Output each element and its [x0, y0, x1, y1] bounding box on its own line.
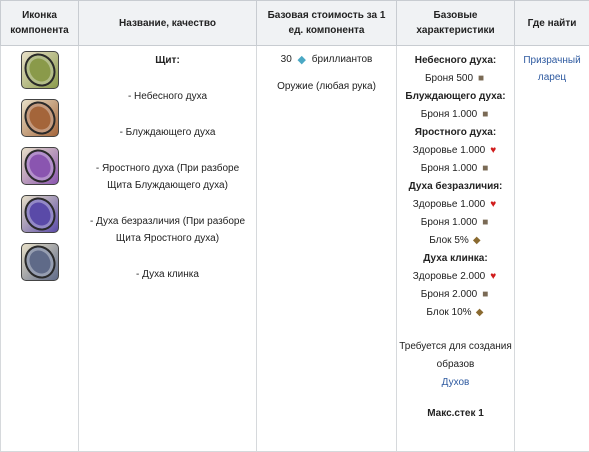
cost-amount: 30: [281, 52, 292, 68]
shield-icon: [18, 48, 61, 92]
block-shield-icon: ◆: [472, 236, 482, 246]
cost-currency: бриллиантов: [312, 52, 373, 68]
max-stack: Макс.стек 1: [397, 405, 514, 423]
block-shield-icon: ◆: [475, 308, 485, 318]
header-name: Название, качество: [79, 1, 257, 46]
where-cell: [515, 46, 589, 452]
stats-heading: Духа клинка:: [397, 250, 514, 268]
stats-heading: Духа безразличия:: [397, 178, 514, 196]
shield-icon-1[interactable]: [21, 51, 59, 89]
stat-health: Здоровье 2.000 ♥: [397, 268, 514, 286]
shield-icon: [18, 192, 61, 236]
armor-icon: ■: [480, 164, 490, 174]
stats-heading: Небесного духа:: [397, 52, 514, 70]
shield-icon-2[interactable]: [21, 99, 59, 137]
armor-icon: ■: [480, 290, 490, 300]
armor-icon: ■: [476, 74, 486, 84]
stat-armor: Броня 1.000 ■: [397, 160, 514, 178]
header-row: [1, 1, 589, 46]
cost-weapon: Оружие (любая рука): [257, 79, 396, 95]
header-where: Где найти: [515, 1, 589, 46]
shield-icon-5[interactable]: [21, 243, 59, 281]
name-item: - Небесного духа: [79, 88, 256, 105]
stats-heading: Блуждающего духа:: [397, 88, 514, 106]
stat-armor: Броня 1.000 ■: [397, 214, 514, 232]
spirits-link[interactable]: Духов: [397, 374, 514, 392]
diamond-icon: ◆: [296, 55, 308, 66]
shield-icon: [18, 240, 61, 284]
names-title: Щит:: [79, 52, 256, 69]
stat-armor: Броня 2.000 ■: [397, 286, 514, 304]
name-item: - Яростного духа (При разборе Щита Блуждающего духа): [79, 160, 256, 194]
armor-icon: ■: [480, 218, 490, 228]
cost-row: [257, 52, 396, 68]
names-cell: [79, 46, 257, 452]
stat-health: Здоровье 1.000 ♥: [397, 142, 514, 160]
heart-icon: ♥: [488, 146, 498, 156]
name-item: - Блуждающего духа: [79, 124, 256, 141]
stats-heading: Яростного духа:: [397, 124, 514, 142]
shield-icon: [18, 144, 61, 188]
stat-armor: Броня 500 ■: [397, 70, 514, 88]
shield-icon-4[interactable]: [21, 195, 59, 233]
icons-cell: [1, 46, 79, 452]
header-cost: Базовая стоимость за 1 ед. компонента: [257, 1, 397, 46]
where-link[interactable]: Призрачный ларец: [523, 55, 580, 83]
shield-icon: [18, 96, 61, 140]
header-stats: Базовые характеристики: [397, 1, 515, 46]
stat-block: Блок 5% ◆: [397, 232, 514, 250]
armor-icon: ■: [480, 110, 490, 120]
heart-icon: ♥: [488, 272, 498, 282]
stats-note: Требуется для создания образов: [397, 338, 514, 374]
shield-icon-3[interactable]: [21, 147, 59, 185]
stat-armor: Броня 1.000 ■: [397, 106, 514, 124]
table-row: [1, 46, 589, 452]
header-icon: Иконка компонента: [1, 1, 79, 46]
name-item: - Духа клинка: [79, 266, 256, 283]
stat-block: Блок 10% ◆: [397, 304, 514, 322]
cost-cell: [257, 46, 397, 452]
stats-cell: [397, 46, 515, 452]
name-item: - Духа безразличия (При разборе Щита Яростного духа): [79, 213, 256, 247]
stat-health: Здоровье 1.000 ♥: [397, 196, 514, 214]
heart-icon: ♥: [488, 200, 498, 210]
